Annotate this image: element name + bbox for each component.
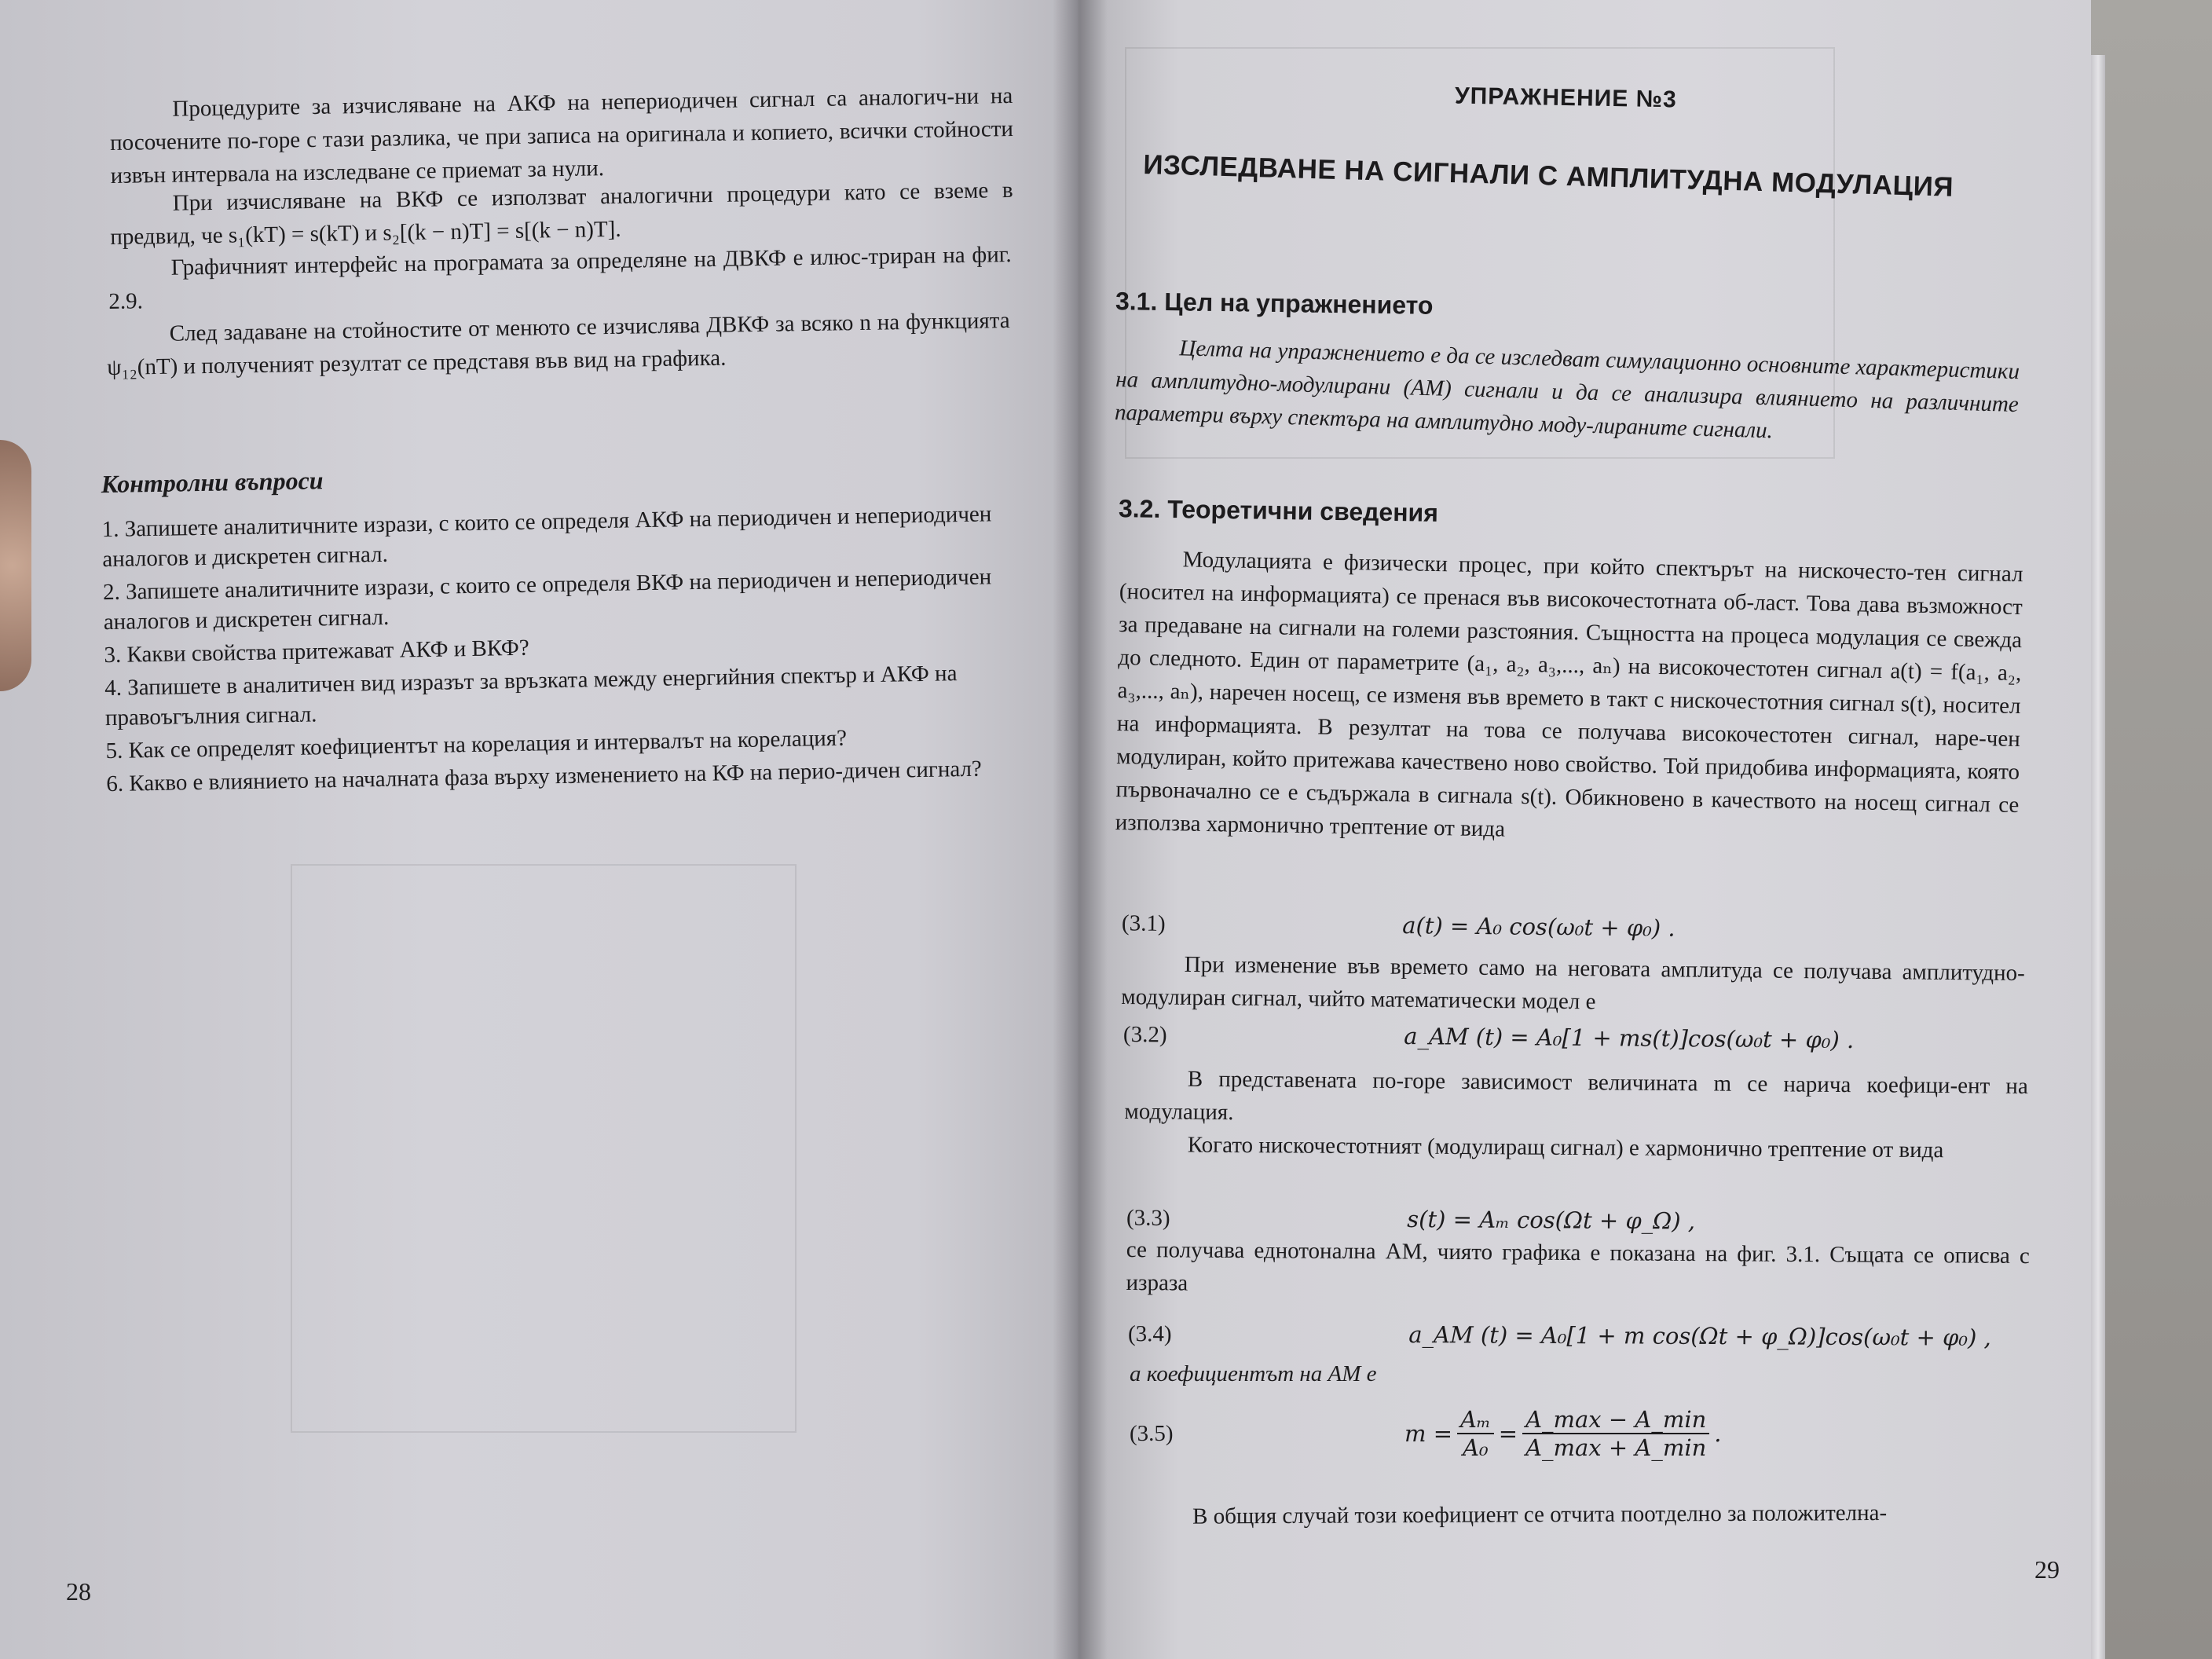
equation-number: (3.2) [1122, 1021, 1167, 1048]
exercise-title: ИЗСЛЕДВАНЕ НА СИГНАЛИ С АМПЛИТУДНА МОДУЛАЦИЯ [1142, 149, 1954, 203]
control-questions-section [101, 454, 1017, 802]
equation-3-2 [1123, 1018, 1855, 1057]
book-gutter [1053, 0, 1108, 1659]
theory-paragraph-am: При изменение във времето само на неговата амплитуда се получава амплитудно-модулиран сигнал, чийто математически модел е [1121, 951, 2025, 1015]
fraction-denominator: A_max + A_min [1525, 1434, 1707, 1461]
fraction-amax-amin [1522, 1406, 1709, 1461]
equation-lhs: m = [1404, 1420, 1453, 1447]
equation-3-4 [1128, 1317, 1991, 1354]
theory-paragraph-modulation: Модулацията е физически процес, при който спектърът на нискочесто-тен сигнал (носител на информацията) се пренася във високочестотната об-ласт. Това дава възможност за предаване на сигнали на големи разстояния. Същността на процеса модулация се свежда до следното. Един от параметрите (a₁, a₂, a₃,..., aₙ) на високочестотен сигнал a(t) = f(a₁, a₂, a₃,..., aₙ), наречен носещ, се изменя във времето в такт с нискочестотния сигнал s(t), носител на информацията. В резултат на това се получава високочестотен сигнал, наре-чен модулиран, който притежава качествено ново свойство. Той придобива информацията, която първоначално се е съдържала в сигнала s(t). Обикновено в качеството на носещ сигнал се използва хармонично трептение от вида [1115, 547, 2023, 842]
equals-sign: = [1498, 1420, 1518, 1447]
right-page [1078, 0, 2091, 1659]
equation-3-1 [1122, 906, 1675, 944]
equation-number: (3.5) [1130, 1421, 1174, 1446]
equation-body: s(t) = Aₘ cos(Ωt + φ_Ω) , [1407, 1205, 1696, 1235]
equation-number: (3.4) [1127, 1321, 1172, 1347]
equation-body: a(t) = A₀ cos(ω₀t + φ₀) . [1402, 912, 1675, 942]
show-through-figure [291, 864, 797, 1433]
equation-3-3 [1126, 1201, 1695, 1237]
left-page [0, 0, 1078, 1659]
theory-paragraph-general-case: В общия случай този коефициент се отчита поотделно за положителна- [1192, 1500, 1888, 1529]
questions-list [101, 499, 1017, 799]
question-item: 5. Как се определят коефициентът на корелация и интервалът на корелация? [105, 725, 848, 764]
equation-number: (3.3) [1126, 1205, 1170, 1231]
paragraph-dvkf-result: След задаване на стойностите от менюто се изчислява ДВКФ за всяко n на функцията ψ₁₂(nT) и полученият резултат се представя във вид на графика. [107, 307, 1010, 381]
question-item: 3. Какви свойства притежават АКФ и ВКФ? [104, 635, 529, 668]
thumb [0, 440, 31, 691]
fraction-am-a0 [1457, 1406, 1494, 1461]
paragraph-vkf-procedures: При изчисляване на ВКФ се използват аналогични процедури като се вземе в предвид, че s₁(kT) = s(kT) и s₂[(k − n)T] = s[(k − n)T]. [110, 177, 1013, 251]
equation-end: . [1714, 1420, 1722, 1447]
theory-paragraph-harmonic: Когато нискочестотният (модулиращ сигнал) е хармонично трептение от вида [1187, 1132, 1944, 1163]
question-item: 4. Запишете в аналитичен вид изразът за връзката между енергийния спектър и АКФ на правоъгълния сигнал. [104, 661, 958, 731]
equation-body: a_AM (t) = A₀[1 + m cos(Ωt + φ_Ω)]cos(ω₀t + φ₀) , [1408, 1320, 1991, 1351]
equation-3-5 [1130, 1406, 1722, 1461]
page-number-left: 28 [66, 1577, 91, 1606]
questions-title: Контролни въпроси [101, 466, 324, 499]
theory-paragraph-coefficient: В представената по-горе зависимост величината m се нарича коефици-ент на модулация. [1124, 1066, 2028, 1126]
section-goal-title: 3.1. Цел на упражнението [1115, 287, 1434, 320]
equation-body: a_AM (t) = A₀[1 + ms(t)]cos(ω₀t + φ₀) . [1404, 1023, 1855, 1054]
exercise-label: УПРАЖНЕНИЕ №3 [1454, 82, 1678, 113]
theory-paragraph-am-coefficient: а коефициентът на АМ е [1130, 1361, 1377, 1386]
theory-paragraph-single-tone: се получава еднотонална АМ, чиято графика е показана на фиг. 3.1. Същата се описва с израза [1126, 1236, 2030, 1296]
equation-number: (3.1) [1121, 910, 1166, 936]
page-number-right: 29 [2034, 1555, 2060, 1584]
fraction-numerator: A_max − A_min [1522, 1406, 1709, 1434]
question-item: 1. Запишете аналитичните изрази, с които се определя АКФ на периодичен и непериодичен аналогов и дискретен сигнал. [101, 501, 992, 573]
section-theory-title: 3.2. Теоретични сведения [1118, 494, 1439, 527]
paragraph-acf-procedures: Процедурите за изчисляване на АКФ на непериодичен сигнал са аналогич-ни на посочените по-горе с тази разлика, че при записа на оригинала и копието, всички стойности извън интервала на изследване се приемат за нули. [109, 82, 1014, 189]
paragraph-graphic-interface: Графичният интерфейс на програмата за определяне на ДВКФ е илюс-триран на фиг. 2.9. [108, 241, 1012, 315]
fraction-numerator: Aₘ [1457, 1406, 1494, 1434]
book-page-edge [2091, 55, 2105, 1659]
question-item: 6. Какво е влиянието на началната фаза върху изменението на КФ на перио-дичен сигнал? [106, 756, 983, 797]
section-goal-text: Целта на упражнението е да се изследват симулационно основните характеристики на амплитудно-модулирани (АМ) сигнали и да се анализира влиянието на различните параметри върху спектъра на амплитудно моду-лираните сигнали. [1114, 335, 2020, 444]
question-item: 2. Запишете аналитичните изрази, с които се определя ВКФ на периодичен и непериодичен аналогов и дискретен сигнал. [102, 564, 992, 635]
fraction-denominator: A₀ [1463, 1434, 1489, 1461]
